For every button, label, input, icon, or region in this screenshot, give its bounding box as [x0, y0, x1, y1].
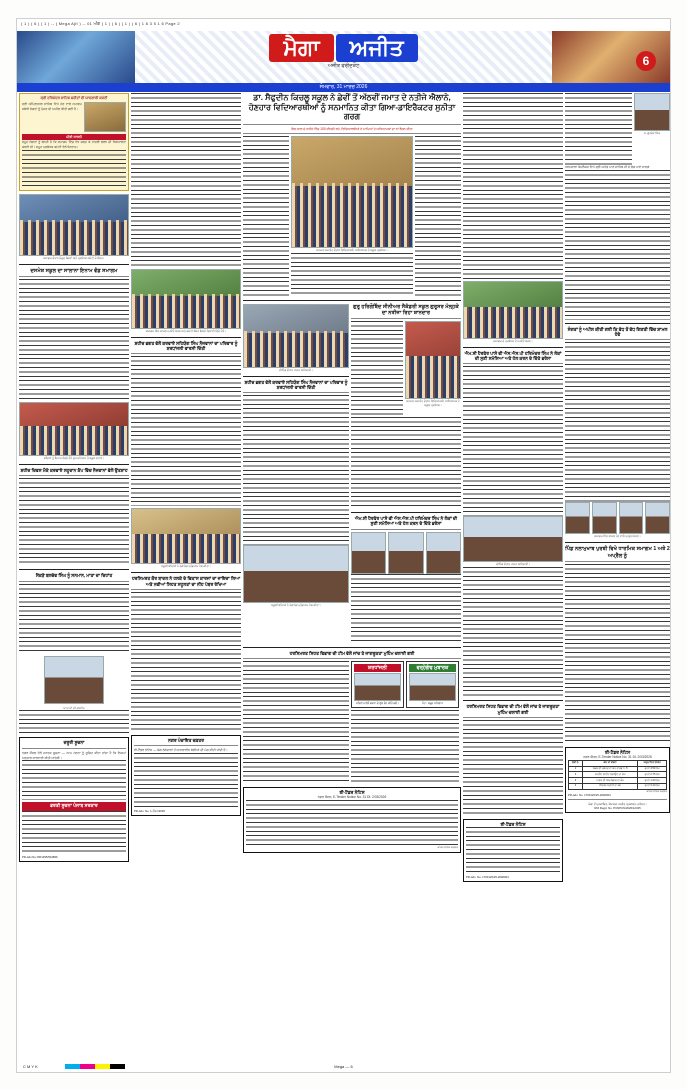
column-6: [565, 93, 670, 813]
color-calibration-bar: [65, 1064, 125, 1069]
divider: [19, 464, 129, 465]
ad-anniversary: [406, 661, 459, 708]
photo-officer-2: [388, 532, 423, 574]
article-body-c6-2: [565, 342, 670, 502]
ad-shaheedan-committee: [19, 93, 129, 191]
divider: [243, 124, 461, 125]
ad-bottom-c3: [243, 787, 461, 853]
ad-recruitment-filler: [22, 811, 126, 855]
headline-c3-b: ਸ਼ਹੀਦ ਭਗਤ ਵੱਲੋਂ ਕਰਵਾਏ ਸਹਿਯੋਗ ਸਿੰਘ ਨੌਜਵਾਨਾਂ ਦਾ ਪਰਿਵਾਰ ਨੂੰ ਸ਼ਰਧਾਂਜਲੀ ਵਾਰਸੀ ਦਿੱਤੀ: [244, 379, 348, 390]
ad-panchayat-tender: [131, 735, 241, 816]
divider: [243, 133, 461, 134]
photo-caption-c3: ਮੀਟਿੰਗ ਦੌਰਾਨ ਹਾਜ਼ਰ ਅਧਿਕਾਰੀ।: [278, 367, 314, 372]
photo-caption-c5-2: ਮੀਟਿੰਗ ਦੌਰਾਨ ਹਾਜ਼ਰ ਅਧਿਕਾਰੀ।: [495, 562, 531, 567]
divider: [243, 300, 461, 301]
table-col-cost: ਅਨੁਮਾਨਿਤ ਲਾਗਤ: [638, 760, 667, 766]
divider: [131, 337, 241, 338]
article-body-c3-bottom-left: [243, 661, 349, 781]
column-2: [131, 93, 241, 816]
ad-anniversary-note: ਨੋਟ : ਸਮੂਹ ਪਰਿਵਾਰ: [422, 701, 443, 705]
cell-cost: ਰੁਪਏ 2.75 ਲੱਖ: [638, 772, 667, 778]
article-body-c2-2: [131, 592, 241, 732]
article-body-c5-1: [463, 366, 563, 516]
headline-sanman: ਸੈਂਕੜੇ ਬਲਦੇਵ ਸਿੰਘ ਨੂੰ ਸਨਮਾਨ, ਮਾਤਾ ਦਾ ਦਿਹਾਂਤ: [35, 573, 113, 579]
divider: [565, 561, 670, 562]
ad-code-2: PR-Adv. No. 1-ਟੈਂਡਰ/2026: [134, 809, 165, 814]
photo-caption-3: ਮਾਤਾ ਜੀ ਦੀ ਤਸਵੀਰ: [63, 705, 85, 710]
rni-number: RNI Regd. No. PUNPUN/2026/12345: [594, 806, 641, 811]
ad-notice-title: ਜ਼ਰੂਰੀ ਸੂਚਨਾ: [63, 740, 85, 746]
column-1: [19, 93, 129, 862]
ad-notice-body: ਨਗਰ ਕੌਂਸਲ ਵੱਲੋਂ ਜਨਤਕ ਸੂਚਨਾ — ਆਮ ਜਨਤਾ ਨੂੰ ਸੂਚਿਤ ਕੀਤਾ ਜਾਂਦਾ ਹੈ ਕਿ ਨਿਯਮਾਂ ਅਨੁਸਾਰ ਕਾਰਵਾਈ ਕੀਤੀ ਜਾਵੇਗੀ।: [22, 750, 126, 760]
cell-cost: ਰੁਪਏ 4.50 ਲੱਖ: [638, 766, 667, 772]
cell-desc: ਪਾਰਕ ਦੀ ਸਾਂਭ-ਸੰਭਾਲ ਦਾ ਕੰਮ: [582, 778, 637, 784]
table-col-desc: ਕੰਮ ਦਾ ਵੇਰਵਾ: [582, 760, 637, 766]
photo-caption-c2: ਸਮਾਗਮ ਵਿੱਚ ਸ਼ਾਮਲ ਪਤਵੰਤੇ ਸੱਜਣ ਅਤੇ ਕਮੇਟੀ ਮੈਂਬਰ ਇਕੱਠੇ ਦਿਖਾਈ ਦਿੰਦੇ ਹੋਏ।: [145, 329, 227, 333]
cell-desc: ਸੀਵਰੇਜ ਸਫ਼ਾਈ ਦਾ ਕੰਮ: [582, 783, 637, 789]
headline-c3-bottom: ਹਰਸਿਮਰਤ ਸਿਹਤ ਵਿਭਾਗ ਦੀ ਟੀਮ ਵੱਲੋਂ ਜਾਂਚ ਤੇ ਜਾਗਰੂਕਤਾ ਮੁਹਿੰਮ ਚਲਾਈ ਗਈ: [289, 650, 415, 656]
cell-desc: ਸਟਰੀਟ ਲਾਈਟ ਲਗਾਉਣ ਦਾ ਕੰਮ: [582, 772, 637, 778]
content-area: [17, 93, 670, 1058]
article-body-1: [19, 279, 129, 399]
main-body-under-photo: [291, 253, 413, 297]
ad-c6-tender: [565, 747, 670, 814]
photo-c5-2: [463, 516, 563, 562]
photo-caption-leader: ਸਕੂਲੀ ਬੱਚਿਆਂ ਨੇ ਰੰਗਾਰੰਗ ਪ੍ਰੋਗਰਾਮ ਪੇਸ਼ ਕੀਤਾ।: [271, 603, 321, 608]
ad-title: ਸ੍ਰੀ ਹਰਿਮੰਦਰ ਸਾਹਿਬ ਸ਼ਹੀਦਾਂ ਦੀ ਯਾਦਗਾਰੀ ਕਮੇਟੀ: [40, 96, 108, 100]
cell-cost: ਰੁਪਏ 3.10 ਲੱਖ: [638, 783, 667, 789]
headline-c5-1: ਐਮ.ਸੀ ਹੈਰਫੇਰ ਪਾਸੋ ਵੀ ਐਸ.ਐਸ.ਪੀ ਹਰਿਮੰਦਰ ਸਿੰਘ ਨੇ ਲੋਕਾਂ ਦੀ ਸੁਣੀ ਸਮੱਸਿਆ ਅਤੇ ਹੱਲ ਕਰਨ ਦੇ ਦਿੱਤੇ ਭਰੋਸਾ: [464, 350, 562, 362]
divider: [22, 748, 126, 749]
divider: [19, 475, 129, 476]
divider: [243, 647, 461, 648]
article-body-c5-3: [463, 720, 563, 816]
headline-dasmesh-school: ਦਸਮੇਸ਼ ਸਕੂਲ ਦਾ ਸਾਲਾਨਾ ਇਨਾਮ ਵੰਡ ਸਮਾਗਮ: [30, 267, 118, 274]
divider: [243, 658, 461, 659]
ad-bottom-c3-sub: ਨਗਰ ਕੌਂਸਲ, E-Tender Notice No. 31 Dt. 2/03/2026: [317, 795, 387, 800]
divider: [565, 542, 670, 543]
photo-officer-1: [351, 532, 386, 574]
photo-people: [406, 356, 460, 398]
photo-group-2: [131, 269, 241, 329]
photo-blood-camp: [19, 402, 129, 456]
photo-school-program: [131, 508, 241, 564]
headline-guru-hargobind-school: ਗੁਰੂ ਹਰਿਗੋਬਿੰਦ ਸੀਨੀਅਰ ਸੈਕੰਡਰੀ ਸਕੂਲ ਗੁਰੂਸਰ ਮੱਲ੍ਹਕੇ ਦਾ ਨਤੀਜਾ ਰਿਹਾ ਸ਼ਾਨਦਾਰ: [353, 303, 459, 316]
divider: [19, 264, 129, 265]
photo-c6-portrait-1: [634, 93, 670, 131]
photo-people: [132, 296, 240, 328]
photo-portrait-mata: [44, 656, 104, 704]
page-crop: [16, 18, 671, 1073]
article-body-c6-3: [565, 564, 670, 744]
photo-group-1: [19, 194, 129, 256]
masthead-subtitle: ਅਜੀਤ ਫਰੀਦਕੋਟ: [327, 63, 360, 70]
main-headline: ਡਾ. ਸੈਫੁਦੀਨ ਕਿਚਲੂ ਸਕੂਲ ਨੇ ਛੇਵੀਂ ਤੋਂ ਅੱਠਵੀਂ ਜਮਾਤ ਦੇ ਨਤੀਜੇ ਐਲਾਨੇ, ਹੋਣਹਾਰ ਵਿਦਿਆਰਥੀਆਂ ਨੂੰ ਸਨਮਾਨਿਤ ਕੀਤਾ ਗਿਆ-ਡਾਇਰੈਕਟਰ ਸੁਨੀਤਾ ਗਰਗ: [248, 93, 456, 122]
photo-people: [244, 333, 348, 367]
photo-caption-1: ਸਮਾਗਮ ਦੌਰਾਨ ਮੌਜੂਦ ਸੰਗਤਾਂ ਅਤੇ ਪ੍ਰਬੰਧਕ ਕਮੇਟੀ ਦੇ ਮੈਂਬਰ।: [43, 255, 105, 260]
dateline: ਸੋਮਵਾਰ, 31 ਮਾਰਚ 2026: [17, 83, 670, 92]
print-registration-strip: ( 1 ) ( 6 ) ( 1 ) -- ( Mega Ajit ) -- 01 ਅੰਕ ( 1 ) ( 6 ) ( 1 ) ( 6 ) 1 6 3 5 1 6 Page 2: [21, 21, 180, 26]
cell-sr: 2: [569, 772, 583, 778]
headline-c6-1: ਸੰਗਤਾਂ ਨੂੰ ਅਪੀਲ ਕੀਤੀ ਗਈ ਕਿ ਵੱਧ ਤੋਂ ਵੱਧ ਗਿਣਤੀ ਵਿੱਚ ਸ਼ਾਮਲ ਹੋਵੋ: [567, 326, 668, 338]
photo-people: [20, 426, 128, 455]
photo-c6-portrait-4: [619, 502, 644, 534]
article-body-3b: [19, 710, 129, 734]
ad-c2-filler: [134, 753, 238, 809]
article-body-c2-1: [131, 356, 241, 506]
cell-sr: 3: [569, 778, 583, 784]
column-3-4-main: [243, 93, 461, 853]
ad-anniversary-head: ਵਰ੍ਹੇਗੰਢ ਮੁਬਾਰਕ: [409, 664, 456, 672]
headline-c4-1: ਐਮ.ਸੀ ਹੈਰਫੇਰ ਪਾਸੋ ਵੀ ਐਸ.ਐਸ.ਪੀ ਹਰਿਮੰਦਰ ਸਿੰਘ ਨੇ ਲੋਕਾਂ ਦੀ ਸੁਣੀ ਸਮੱਸਿਆ ਅਤੇ ਹੱਲ ਕਰਨ ਦੇ ਦਿੱਤੇ ਭਰੋਸਾ: [354, 516, 458, 527]
ad-recruitment-band: ਭਰਤੀ ਸੂਚਨਾ ਪੰਜਾਬ ਸਰਕਾਰ: [22, 802, 126, 811]
divider: [463, 363, 563, 364]
divider: [19, 569, 129, 570]
headline-c6-2: ਪਿੰਡ ਨਲਾਮੁਖਾਬ ਪੁਰਬੀ ਵਿਖੇ ਧਾਰਮਿਕ ਸਮਾਗਮ 1 ਅਤੇ 2 ਅਪ੍ਰੈਲ ਨੂੰ: [565, 546, 670, 559]
main-body-left: [243, 136, 289, 296]
column-5: [463, 93, 563, 882]
ad-yellow-body: ਸਮੂਹ ਸੰਗਤਾਂ ਨੂੰ ਬੇਨਤੀ ਹੈ ਕਿ ਸਮਾਗਮ ਵਿੱਚ ਵੱਧ ਚੜ੍ਹ ਕੇ ਹਾਜ਼ਰੀ ਭਰਨ ਦੀ ਕਿਰਪਾਲਤਾ ਕਰਨੀ ਜੀ। ਸਮੂਹ ਪ੍ਰਬੰਧਕ ਕਮੇਟੀ ਵੱਲੋਂ ਧੰਨਵਾਦ।: [22, 140, 126, 150]
photo-portrait-leader: [243, 545, 349, 603]
ad-filler-text: [22, 150, 126, 188]
photo-caption-c6-1: ਸ. ਗੁਰਦੇਵ ਸਿੰਘ: [643, 131, 661, 135]
divider: [19, 276, 129, 277]
photo-group-3: [243, 304, 349, 368]
main-subhead: ਇਸ ਸਾਲ ਦੇ ਨਤੀਜੇ ਵਿੱਚ 100 ਫ਼ੀਸਦੀ ਰਹੇ, ਵਿਦਿਆਰਥੀਆਂ ਨੇ ਮਾਪਿਆਂ ਤੇ ਅਧਿਆਪਕਾਂ ਦਾ ਨਾਂ ਰੌਸ਼ਨ ਕੀਤਾ: [291, 126, 413, 131]
photo-shardhanjali: [354, 673, 401, 701]
cmyk-label: C M Y K: [23, 1064, 38, 1069]
article-body-c6-1: [565, 170, 670, 320]
photo-school-result: [405, 321, 461, 399]
cell-desc: ਸੜਕ ਦੀ ਮੁਰੰਮਤ ਦਾ ਕੰਮ ਵਾਰਡ ਨੰ. 5: [582, 766, 637, 772]
headline-c2-2: ਹਰਸਿਮਰਤ ਕੌਰ ਬਾਦਲ ਨੇ ਹਲਕੇ ਦੇ ਵਿਕਾਸ ਕਾਰਜਾਂ ਦਾ ਜਾਇਜ਼ਾ ਲਿਆ ਅਤੇ ਨਵੀਆਂ ਸਿਹਤ ਸਹੂਲਤਾਂ ਦਾ ਨੀਂਹ ਪੱਥਰ ਰੱਖਿਆ: [131, 576, 241, 587]
photo-c6-portrait-3: [592, 502, 617, 534]
ad-yellow-heading: ਪੀੜੀ ਸਾਰਨੀ: [22, 134, 126, 140]
article-body-3: [19, 584, 129, 654]
photo-caption-c6-2: ਸਮਾਗਮ ਵਿੱਚ ਸ਼ਾਮਲ ਹੋਣ ਵਾਲੇ ਪ੍ਰਮੁੱਖ ਸੱਜਣ।: [594, 534, 641, 539]
photo-c6-portrait-5: [645, 502, 670, 534]
table-row: [569, 783, 667, 789]
divider: [463, 700, 563, 701]
cell-sr: 1: [569, 766, 583, 772]
divider: [565, 323, 670, 324]
ad-c5-bottom: [463, 819, 563, 882]
ad-code-c6: PR-Adv. No. 1700120/25-2600004: [568, 793, 611, 798]
divider: [351, 512, 461, 513]
headline-blood-donation: ਸ਼ਹੀਦ ਦਿਵਸ ਮੌਕੇ ਕਰਵਾਏ ਲਹੂਦਾਨ ਕੈਂਪ ਵਿੱਚ ਨੌਜਵਾਨਾਂ ਵੱਲੋਂ ਉਤਸ਼ਾਹ: [20, 467, 128, 473]
divider: [351, 529, 461, 530]
headline-c5-2: ਹਰਸਿਮਰਤ ਸਿਹਤ ਵਿਭਾਗ ਦੀ ਟੀਮ ਵੱਲੋਂ ਜਾਂਚ ਤੇ ਜਾਗਰੂਕਤਾ ਮੁਹਿੰਮ ਚਲਾਈ ਗਈ: [466, 704, 560, 715]
ad-public-notice: [19, 737, 129, 862]
ad-c2-title: ਨਗਰ ਪੰਚਾਇਤ ਦਫ਼ਤਰ: [168, 737, 204, 743]
divider: [131, 589, 241, 590]
ad-shardhanjali-body: ਪਰਿਵਾਰ ਵੱਲੋਂ ਸ਼ਰਧਾ ਦੇ ਫੁੱਲ ਭੇਟ ਕੀਤੇ ਗਏ।: [355, 701, 400, 705]
divider: [131, 353, 241, 354]
divider: [463, 717, 563, 718]
photo-main-award-ceremony: [291, 136, 413, 248]
photo-c6-portrait-2: [565, 502, 590, 534]
ad-c5-filler: [466, 827, 560, 875]
divider: [243, 376, 349, 377]
ad-bottom-filler-c4: [351, 710, 459, 784]
divider: [134, 745, 238, 746]
table-col-sr: ਲੜੀ ਨੰ.: [569, 760, 583, 766]
cell-cost: ਰੁਪਏ 1.20 ਲੱਖ: [638, 778, 667, 784]
ad-c6-sub: ਨਗਰ ਕੌਂਸਲ, E-Tender Notice No. 31 Dt. 2/03/2026: [583, 755, 652, 760]
ad-c6-top: ਧਰਮਸ਼ਾਲਾ ਕੰਪਲੈਕਸ ਵਿਖੇ ਸ਼੍ਰੀ ਅਖੰਡ ਪਾਠ ਸਾਹਿਬ ਜੀ ਦੇ ਭੋਗ ਪਾਏ ਜਾਣਗੇ: [565, 165, 650, 169]
article-body-c5-2: [463, 567, 563, 697]
divider: [565, 339, 670, 340]
main-body-right: [415, 136, 461, 296]
photo-anniversary: [409, 673, 456, 701]
ad-notice-filler: [22, 760, 126, 800]
cell-sr: 4: [569, 783, 583, 789]
photo-caption-result: ਸਨਮਾਨ ਸਮਾਰੋਹ ਦੌਰਾਨ ਵਿਦਿਆਰਥੀ, ਅਧਿਆਪਕ ਤੇ ਸਕੂਲ ਪ੍ਰਬੰਧਕ।: [406, 399, 460, 408]
article-body-c3-b: [243, 395, 349, 545]
masthead: [17, 31, 670, 84]
divider: [131, 572, 241, 573]
bottom-strip: [17, 1060, 670, 1072]
ad-photo-gurdwara: [84, 102, 126, 132]
tender-table: [568, 760, 667, 790]
ad-code-1: PR-Adv.No.1501395/504866: [22, 854, 58, 859]
photo-caption-c5-1: ਸਮਾਗਮ ਦੇ ਪ੍ਰਬੰਧਕ ਤੇ ਪਤਵੰਤੇ ਸੱਜਣ।: [493, 339, 533, 343]
main-photo-caption: ਸਨਮਾਨ ਸਮਾਰੋਹ ਦੌਰਾਨ ਵਿਦਿਆਰਥੀ, ਅਧਿਆਪਕ ਤੇ ਸਕੂਲ ਪ੍ਰਬੰਧਕ।: [316, 247, 388, 252]
ad-code-c5: PR-Adv. No. 1700120/25-2600004: [466, 875, 509, 880]
divider: [463, 347, 563, 348]
article-body-2: [19, 478, 129, 566]
photo-c5-1: [463, 281, 563, 339]
ad-bottom-c3-filler: [246, 800, 458, 846]
masthead-center: [194, 34, 494, 80]
article-body-c4-b: [351, 417, 461, 509]
ad-c2-body: ਈ-ਟੈਂਡਰ ਨੋਟਿਸ — ਯੋਗ ਠੇਕੇਦਾਰਾਂ ਤੋਂ ਆਨਲਾਈਨ ਬੋਲੀਆਂ ਦੀ ਮੰਗ ਕੀਤੀ ਜਾਂਦੀ ਹੈ।: [134, 748, 228, 753]
masthead-title-left: ਮੈਗਾ: [269, 34, 333, 62]
imprint: ਮੋਗਾ ਤੋਂ ਪ੍ਰਕਾਸ਼ਿਤ, ਸੰਪਾਦਕ: ਅਜੀਤ ਪ੍ਰਕਾਸ਼ਨ, ਜਲੰਧਰ।: [588, 802, 647, 807]
masthead-title-right: ਅਜੀਤ: [336, 34, 418, 62]
divider: [19, 581, 129, 582]
photo-caption-2: ਬੱਚਿਆਂ ਨੂੰ ਇਨਾਮ ਵੰਡਦੇ ਹੋਏ ਮੁੱਖ ਮਹਿਮਾਨ ਤੇ ਸਕੂਲ ਸਟਾਫ।: [43, 456, 105, 461]
article-body-c5-top: [463, 93, 563, 281]
bottom-center-label: Mega — 6: [334, 1064, 353, 1069]
masthead-left-photo: [17, 31, 135, 83]
article-body-c4-a: [351, 321, 403, 417]
ad-bottom-c3-title: ਈ-ਟੈਂਡਰ ਨੋਟਿਸ: [339, 790, 365, 795]
photo-people: [464, 307, 562, 338]
divider: [351, 318, 461, 319]
photo-officer-3: [426, 532, 461, 574]
divider: [568, 799, 667, 800]
divider: [243, 392, 349, 393]
ad-body: ਸ੍ਰੀ ਅੰਮ੍ਰਿਤਸਰ ਸਾਹਿਬ ਵਿਖੇ ਹੋਣ ਵਾਲੇ ਸਮਾਗਮ ਸਬੰਧੀ ਸੰਗਤਾਂ ਨੂੰ ਪੁੱਜਣ ਦੀ ਅਪੀਲ ਕੀਤੀ ਗਈ ਹੈ।: [22, 102, 82, 112]
ad-shardhanjali: [351, 661, 404, 708]
headline-c2-1: ਸ਼ਹੀਦ ਭਗਤ ਵੱਲੋਂ ਕਰਵਾਏ ਸਹਿਯੋਗ ਸਿੰਘ ਨੌਜਵਾਨਾਂ ਦਾ ਪਰਿਵਾਰ ਨੂੰ ਸ਼ਰਧਾਂਜਲੀ ਵਾਰਸੀ ਦਿੱਤੀ: [134, 340, 238, 352]
photo-people: [132, 534, 240, 564]
article-body-c6-top: [565, 93, 632, 165]
article-body-c2-top: [131, 93, 241, 269]
photo-people: [20, 222, 128, 255]
photo-people: [292, 186, 412, 247]
article-body-c4-c: [351, 574, 461, 644]
ad-c5-title: ਈ-ਟੈਂਡਰ ਨੋਟਿਸ: [500, 821, 526, 827]
ad-c6-title: ਈ-ਟੈਂਡਰ ਨੋਟਿਸ: [604, 749, 631, 755]
ad-c6-sign: ਕਾਰਜ ਸਾਧਕ ਅਫ਼ਸਰ: [646, 789, 667, 793]
photo-caption-c2-2: ਸਕੂਲੀ ਬੱਚਿਆਂ ਨੇ ਰੰਗਾਰੰਗ ਪ੍ਰੋਗਰਾਮ ਪੇਸ਼ ਕੀਤਾ।: [161, 564, 211, 569]
page-number-badge: 6: [636, 51, 656, 71]
ad-shardhanjali-head: ਸ਼ਰਧਾਂਜਲੀ: [354, 664, 401, 672]
ad-bottom-c3-sign: ਕਾਰਜ ਸਾਧਕ ਅਫ਼ਸਰ: [437, 846, 458, 850]
